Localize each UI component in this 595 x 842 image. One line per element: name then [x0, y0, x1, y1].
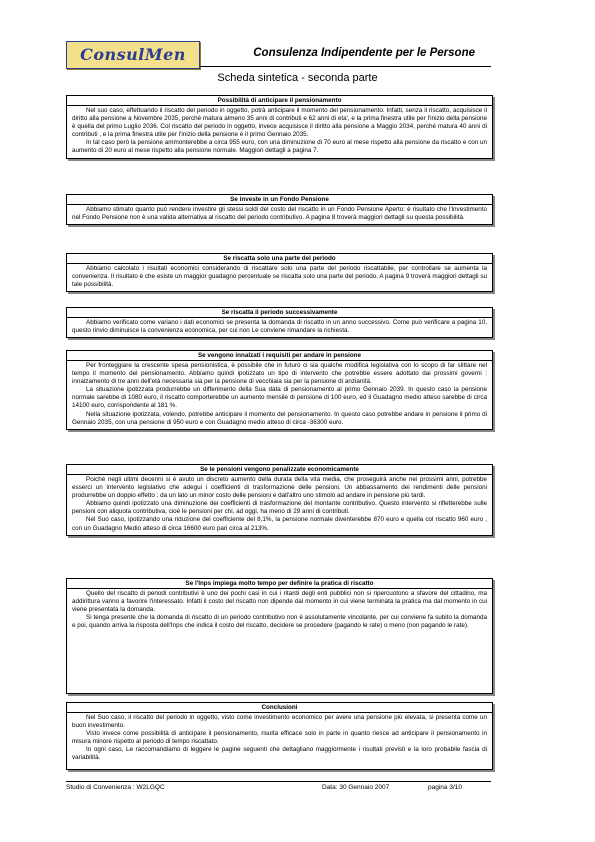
footer-date: Data: 30 Gennaio 2007	[322, 784, 390, 791]
consulmen-logo	[66, 41, 200, 69]
section-conclusions	[66, 702, 493, 770]
section-title: Se l'Inps impiega molto tempo per definire la pratica di riscatto	[67, 579, 492, 589]
paragraph: Abbiamo stimato quanto può rendere investire gli stessi soldi del costo del riscatto in un Fondo Pensione Aperto: è risultato che l'investimento nel Fondo Pensione non è una valida alternativa al riscatto del periodo contributivo. A pagina 8 troverà maggiori dettagli su questa possibilità.	[72, 206, 487, 222]
paragraph: Quello del riscatto di periodi contributivi è uno dei pochi casi in cui i ritardi degli enti pubblici non si ripercuotono a sfavore del cittadino, ma addirittura vanno a favorire l'interessato. Infatti il costo del riscatto non dipende dal momento in cui viene terminata la pratica ma dal momento in cui viene presentata la domanda.	[72, 590, 487, 614]
section-title: Conclusioni	[67, 703, 492, 713]
section-title: Possibilità di anticipare il pensionamento	[67, 96, 492, 106]
section-title: Se le pensioni vengono penalizzate economicamente	[67, 465, 492, 475]
paragraph: Nel Suo caso, il riscatto del periodo in oggetto, visto come investimento economico per avere una pensione più elevata, si presenta come un buon investimento.	[72, 714, 487, 730]
paragraph: Abbiamo verificato come variano i dati economici se presenta la domanda di riscatto in un anno successivo. Come può verificare a pagina 10, questo rinvio diminuisce la convenienza economica, per cui non Le conviene rimandare la richiesta.	[72, 319, 487, 335]
paragraph: Abbiamo quindi ipotizzato una diminuzione dei coefficienti di trasformazione del montante contributivo. Questo intervento si rifletterebbe sulle pensioni con aliquota contributiva, cioè le pensioni per chi, ad oggi, ha meno di 29 anni di contributi.	[72, 500, 487, 516]
paragraph: Poiché negli ultimi decenni si è avuto un discreto aumento della durata della vita media, che proseguirà anche nei prossimi anni, potrebbe esserci un intervento legislativo che adegui i coefficienti di trasformazione delle pensioni. Un abbassamento dei rendimenti delle pensioni produrrebbe un doppio effetto : da un lato un minor costo delle pensioni e dall'altro uno stimolo ad andare in pensione più tardi.	[72, 476, 487, 500]
section-later-redemption	[66, 307, 493, 338]
section-title: Se investe in un Fondo Pensione	[67, 195, 492, 205]
section-inps-delay	[66, 578, 493, 694]
section-title: Se riscatta solo una parte del periodo	[67, 254, 492, 264]
paragraph: Nella situazione ipotizzata, volendo, potrebbe anticipare il momento del pensionamento. In questo caso potrebbe andare in pensione il primo di Gennaio 2035, con una pensione di 950 euro e con Guadagno medio atteso di circa -36300 euro.	[72, 410, 487, 426]
paragraph: Per fronteggiare la crescente spesa pensionistica, è possibile che in futuro ci sia qualche modifica legislativa con lo scopo di far slittare nel tempo il momento del pensionamento. Abbiamo quindi ipotizzato un tipo di intervento che potrebbe essere adottato dai prossimi governi : innalzamento di tre anni dell'età necessaria sia per la pensione di vecchiaia sia per la pensione di anzianità.	[72, 362, 487, 386]
paragraph: La situazione ipotizzata produrrebbe un differimento della Sua data di pensionamento al primo Gennaio 2039. In questo caso la pensione normale sarebbe di 1080 euro, il riscatto comporterebbe un aumento mensile di pensione di 100 euro, ed il Guadagno medio atteso sarebbe di circa 14100 euro, corrispondente al 181 %.	[72, 386, 487, 410]
paragraph: Si tenga presente che la domanda di riscatto di un periodo contributivo non è assolutamente vincolante, per cui conviene fa subito la domanda e poi, quando arriva la risposta dell'Inps che indica il costo del riscatto, decidere se procedere (pagando le rate) o meno (non pagando le rate).	[72, 614, 487, 630]
header-divider	[200, 66, 491, 67]
paragraph: In tal caso però la pensione ammonterebbe a circa 955 euro, con una diminuzione di 70 euro al mese rispetto alla pensione da riscatto e con un aumento di 20 euro al mese rispetto alla pensione normale. Maggiori dettagli a pagina 7.	[72, 139, 487, 155]
section-partial-redemption	[66, 253, 493, 292]
section-pension-fund	[66, 194, 493, 225]
paragraph: Nel suo caso, effettuando il riscatto del periodo in oggetto, potrà anticipare il momento del pensionamento. Infatti, senza il riscatto, acquisisce il diritto alla pensione a Novembre 2035, perché matura almeno 35 anni di contributi e 62 anni di eta', e la prima finestra utile per l'inizio della pensione è quella del primo Luglio 2036. Col riscatto del periodo in oggetto, invece acquisisce il diritto alla pensione a Maggio 2034, perché matura 40 anni di contributi , e la prima finestra utile per l'inizio della pensione è il primo Gennaio 2035.	[72, 107, 487, 139]
page-title: Scheda sintetica - seconda parte	[217, 72, 378, 84]
section-title: Se riscatta il periodo successivamente	[67, 308, 492, 318]
footer-page-number: pagina 3/10	[428, 784, 462, 791]
footer-divider	[66, 781, 491, 782]
section-early-retirement	[66, 95, 493, 159]
section-penalized-pensions	[66, 464, 493, 536]
header-title: Consulenza Indipendente per le Persone	[253, 47, 475, 59]
section-title: Se vengono innalzati i requisiti per andare in pensione	[67, 351, 492, 361]
paragraph: In ogni caso, Le raccomandiamo di leggere le pagine seguenti che dettagliano maggiormente i risultati previsti e la loro probabile fascia di variabilità.	[72, 746, 487, 762]
logo-text: ConsulMen	[80, 45, 186, 64]
paragraph: Nel Suo caso, ipotizzando una riduzione del coefficiente del 8,1%, la pensione normale diventerebbe 870 euro e quella col riscatto 960 euro , con un Guadagno Medio atteso di circa 16600 euro pari circa al 213%.	[72, 516, 487, 532]
paragraph: Abbiamo calcolato i risultati economici considerando di riscattare solo una parte del periodo riscattabile, per controllare se aumenta la convenienza. Il risultato è che esiste un maggior guadagno percentuale se riscatta solo una parte del periodo. A pagina 9 troverà maggiori dettagli su tale possibilità.	[72, 265, 487, 289]
footer-study-id: Studio di Convenienza : W2LGQC	[66, 784, 165, 791]
section-raised-requirements	[66, 350, 493, 430]
paragraph: Visto invece come possibilità di anticipare il pensionamento, risulta efficace solo in parte in quanto riesce ad anticipare il pensionamento in misura minore rispetto al periodo di tempo riscattato.	[72, 730, 487, 746]
